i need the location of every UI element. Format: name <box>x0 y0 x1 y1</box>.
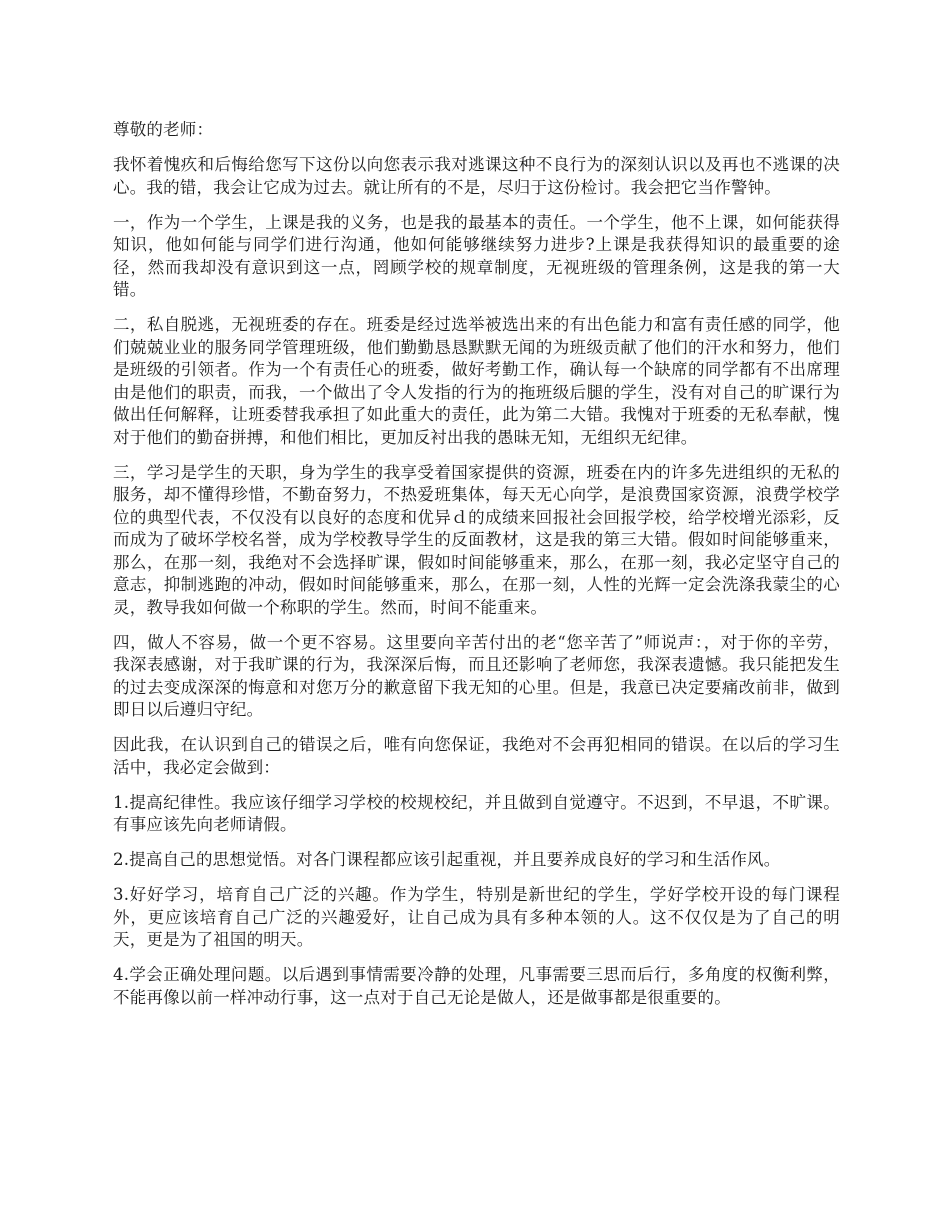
paragraph-point-two: 二，私自脱逃，无视班委的存在。班委是经过选举被选出来的有出色能力和富有责任感的同学，他们兢兢业业的服务同学管理班级，他们勤勤恳恳默默无闻的为班级贡献了他们的汗水和努力，他们是班级的引领者。作为一个有责任心的班委，做好考勤工作，确认每一个缺席的同学都有不出席理由是他们的职责，而我，一个做出了令人发指的行为的拖班级后腿的学生，没有对自己的旷课行为做出任何解释，让班委替我承担了如此重大的责任，此为第二大错。我愧对于班委的无私奉献，愧对于他们的勤奋拼搏，和他们相比，更加反衬出我的愚昧无知，无组织无纪律。 <box>113 315 840 447</box>
list-item-4: 4.学会正确处理问题。以后遇到事情需要冷静的处理，凡事需要三思而后行，多角度的权衡利弊，不能再像以前一样冲动行事，这一点对于自己无论是做人，还是做事都是很重要的。 <box>113 965 840 1007</box>
paragraph-point-one: 一，作为一个学生，上课是我的义务，也是我的最基本的责任。一个学生，他不上课，如何能获得知识，他如何能与同学们进行沟通，他如何能够继续努力进步?上课是我获得知识的最重要的途径，然而我却没有意识到这一点，罔顾学校的规章制度，无视班级的管理条例，这是我的第一大错。 <box>113 212 840 299</box>
document-body <box>113 119 840 1022</box>
list-item-2: 2.提高自己的思想觉悟。对各门课程都应该引起重视，并且要养成良好的学习和生活作风。 <box>113 850 781 869</box>
list-item-3: 3.好好学习，培育自己广泛的兴趣。作为学生，特别是新世纪的学生，学好学校开设的每门课程外，更应该培育自己广泛的兴趣爱好，让自己成为具有多种本领的人。这不仅仅是为了自己的明天，更是为了祖国的明天。 <box>113 885 840 949</box>
salutation: 尊敬的老师： <box>113 120 214 139</box>
paragraph-point-three: 三，学习是学生的天职，身为学生的我享受着国家提供的资源，班委在内的许多先进组织的无私的服务，却不懂得珍惜，不勤奋努力，不热爱班集体，每天无心向学，是浪费国家资源，浪费学校学位的典型代表，不仅没有以良好的态度和优异ｄ的成绩来回报社会回报学校，给学校增光添彩，反而成为了破坏学校名誉，成为学校教导学生的反面教材，这是我的第三大错。假如时间能够重来，那么，在那一刻，我绝对不会选择旷课，假如时间能够重来，那么，在那一刻，我必定坚守自己的意志，抑制逃跑的冲动，假如时间能够重来，那么，在那一刻，人性的光辉一定会洗涤我蒙尘的心灵，教导我如何做一个称职的学生。然而，时间不能重来。 <box>113 462 840 617</box>
paragraph-point-four: 四，做人不容易，做一个更不容易。这里要向辛苦付出的老“您辛苦了”师说声：，对于你的辛劳，我深表感谢，对于我旷课的行为，我深深后悔，而且还影响了老师您，我深表遗憾。我只能把发生的过去变成深深的悔意和对您万分的歉意留下我无知的心里。但是，我意已决定要痛改前非，做到即日以后遵归守纪。 <box>113 632 840 719</box>
list-item-1: 1.提高纪律性。我应该仔细学习学校的校规校纪，并且做到自觉遵守。不迟到，不早退，不旷课。有事应该先向老师请假。 <box>113 792 840 834</box>
paragraph-intro: 我怀着愧疚和后悔给您写下这份以向您表示我对逃课这种不良行为的深刻认识以及再也不逃课的决心。我的错，我会让它成为过去。就让所有的不是，尽归于这份检讨。我会把它当作警钟。 <box>113 155 840 197</box>
paragraph-promise: 因此我，在认识到自己的错误之后，唯有向您保证，我绝对不会再犯相同的错误。在以后的学习生活中，我必定会做到： <box>113 735 840 777</box>
